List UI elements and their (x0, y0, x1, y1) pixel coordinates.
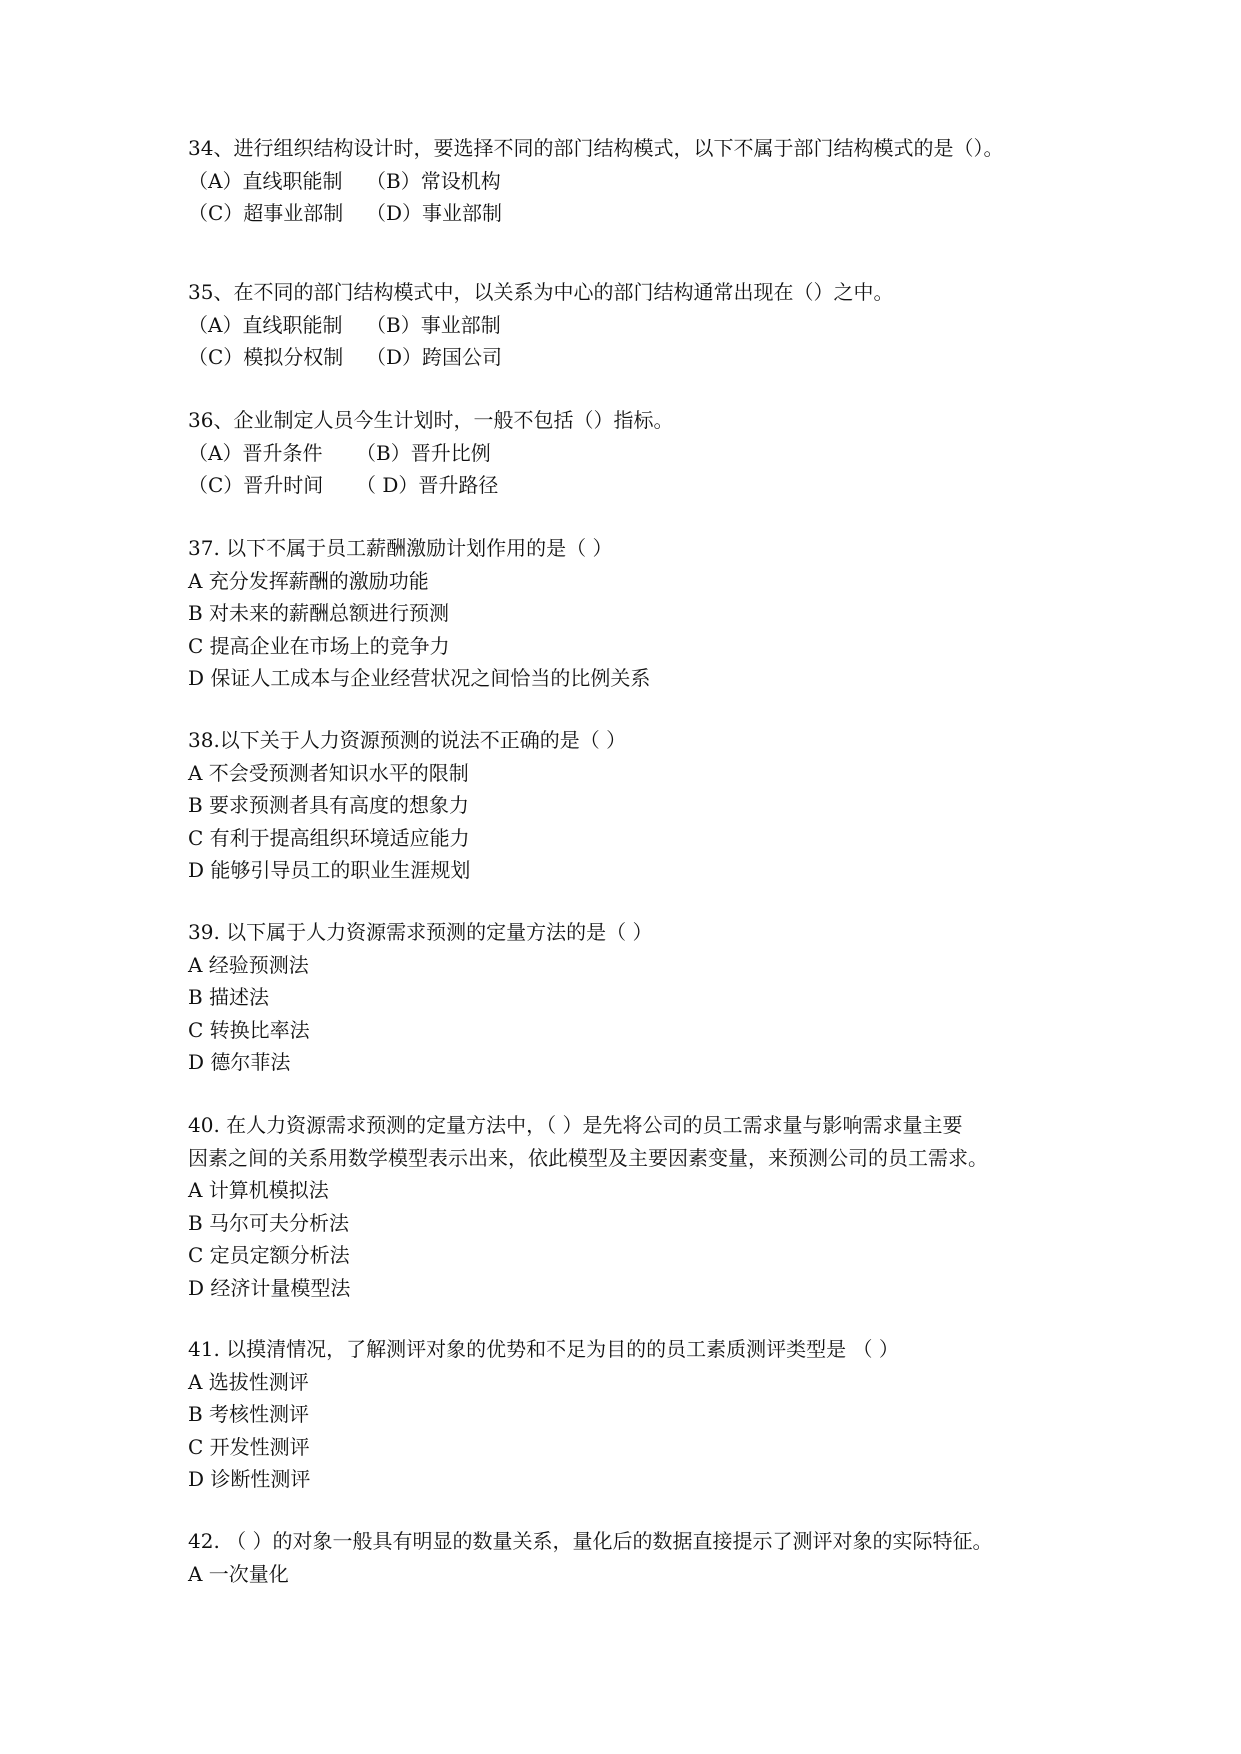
option-a: A 不会受预测者知识水平的限制 (188, 760, 469, 785)
option-c: C 定员定额分析法 (188, 1243, 350, 1267)
option-b: B 对未来的薪酬总额进行预测 (188, 601, 450, 625)
question-stem: 34、进行组织结构设计时，要选择不同的部门结构模式，以下不属于部门结构模式的是（）。 (188, 136, 1004, 160)
question-36 (188, 404, 1088, 502)
question-41 (188, 1333, 1088, 1496)
option-row (188, 341, 1088, 374)
option-d: （D）跨国公司 (366, 345, 503, 369)
option-d: D 德尔菲法 (188, 1050, 291, 1074)
question-stem: 41. 以摸清情况，了解测评对象的优势和不足为目的的员工素质测评类型是 （ ） (188, 1337, 899, 1361)
question-stem: 42. （ ）的对象一般具有明显的数量关系，量化后的数据直接提示了测评对象的实际特征。 (188, 1529, 993, 1553)
option-c: C 转换比率法 (188, 1017, 310, 1042)
question-stem-line-1: 40. 在人力资源需求预测的定量方法中，（ ）是先将公司的员工需求量与影响需求量主要 (188, 1113, 963, 1137)
option-d: D 保证人工成本与企业经营状况之间恰当的比例关系 (188, 666, 651, 690)
option-b: B 描述法 (188, 985, 270, 1009)
option-c: （C）晋升时间 (188, 473, 324, 497)
option-b: B 要求预测者具有高度的想象力 (188, 793, 470, 817)
option-d: （ D）晋升路径 (356, 473, 499, 497)
question-35 (188, 276, 1088, 374)
question-42 (188, 1525, 1088, 1590)
option-d: D 经济计量模型法 (188, 1275, 351, 1300)
option-c: （C）模拟分权制 (188, 345, 344, 369)
option-b: B 考核性测评 (188, 1402, 310, 1426)
option-row (188, 197, 1088, 230)
question-39 (188, 916, 1088, 1079)
option-a: （A）直线职能制 (188, 312, 343, 337)
question-stem: 38.以下关于人力资源预测的说法不正确的是（ ） (188, 728, 627, 752)
option-d: D 诊断性测评 (188, 1467, 311, 1491)
question-stem: 39. 以下属于人力资源需求预测的定量方法的是（ ） (188, 920, 653, 944)
option-c: （C）超事业部制 (188, 201, 344, 225)
option-a: A 计算机模拟法 (188, 1178, 329, 1202)
option-row (188, 309, 1088, 342)
option-a: （A）直线职能制 (188, 168, 343, 193)
option-c: C 有利于提高组织环境适应能力 (188, 825, 470, 850)
option-a: A 一次量化 (188, 1561, 289, 1586)
option-a: （A）晋升条件 (188, 440, 323, 465)
option-a: A 选拔性测评 (188, 1369, 309, 1394)
question-40 (188, 1109, 1088, 1304)
option-a: A 充分发挥薪酬的激励功能 (188, 568, 429, 593)
option-b: （B）事业部制 (366, 312, 501, 337)
option-b: （B）常设机构 (366, 168, 501, 193)
option-b: B 马尔可夫分析法 (188, 1210, 350, 1235)
option-row (188, 165, 1088, 198)
option-d: D 能够引导员工的职业生涯规划 (188, 858, 471, 882)
option-row (188, 469, 1088, 502)
question-34 (188, 132, 1088, 230)
question-38 (188, 724, 1088, 887)
question-stem: 37. 以下不属于员工薪酬激励计划作用的是（ ） (188, 536, 613, 560)
option-c: C 提高企业在市场上的竞争力 (188, 633, 450, 658)
option-c: C 开发性测评 (188, 1434, 310, 1459)
option-d: （D）事业部制 (366, 201, 503, 225)
question-stem-line-2: 因素之间的关系用数学模型表示出来，依此模型及主要因素变量，来预测公司的员工需求。 (188, 1145, 988, 1170)
option-row (188, 437, 1088, 470)
question-stem: 36、企业制定人员今生计划时，一般不包括（）指标。 (188, 408, 674, 432)
option-a: A 经验预测法 (188, 952, 309, 977)
option-b: （B）晋升比例 (356, 440, 491, 465)
question-37 (188, 532, 1088, 695)
question-stem: 35、在不同的部门结构模式中，以关系为中心的部门结构通常出现在（）之中。 (188, 280, 894, 304)
